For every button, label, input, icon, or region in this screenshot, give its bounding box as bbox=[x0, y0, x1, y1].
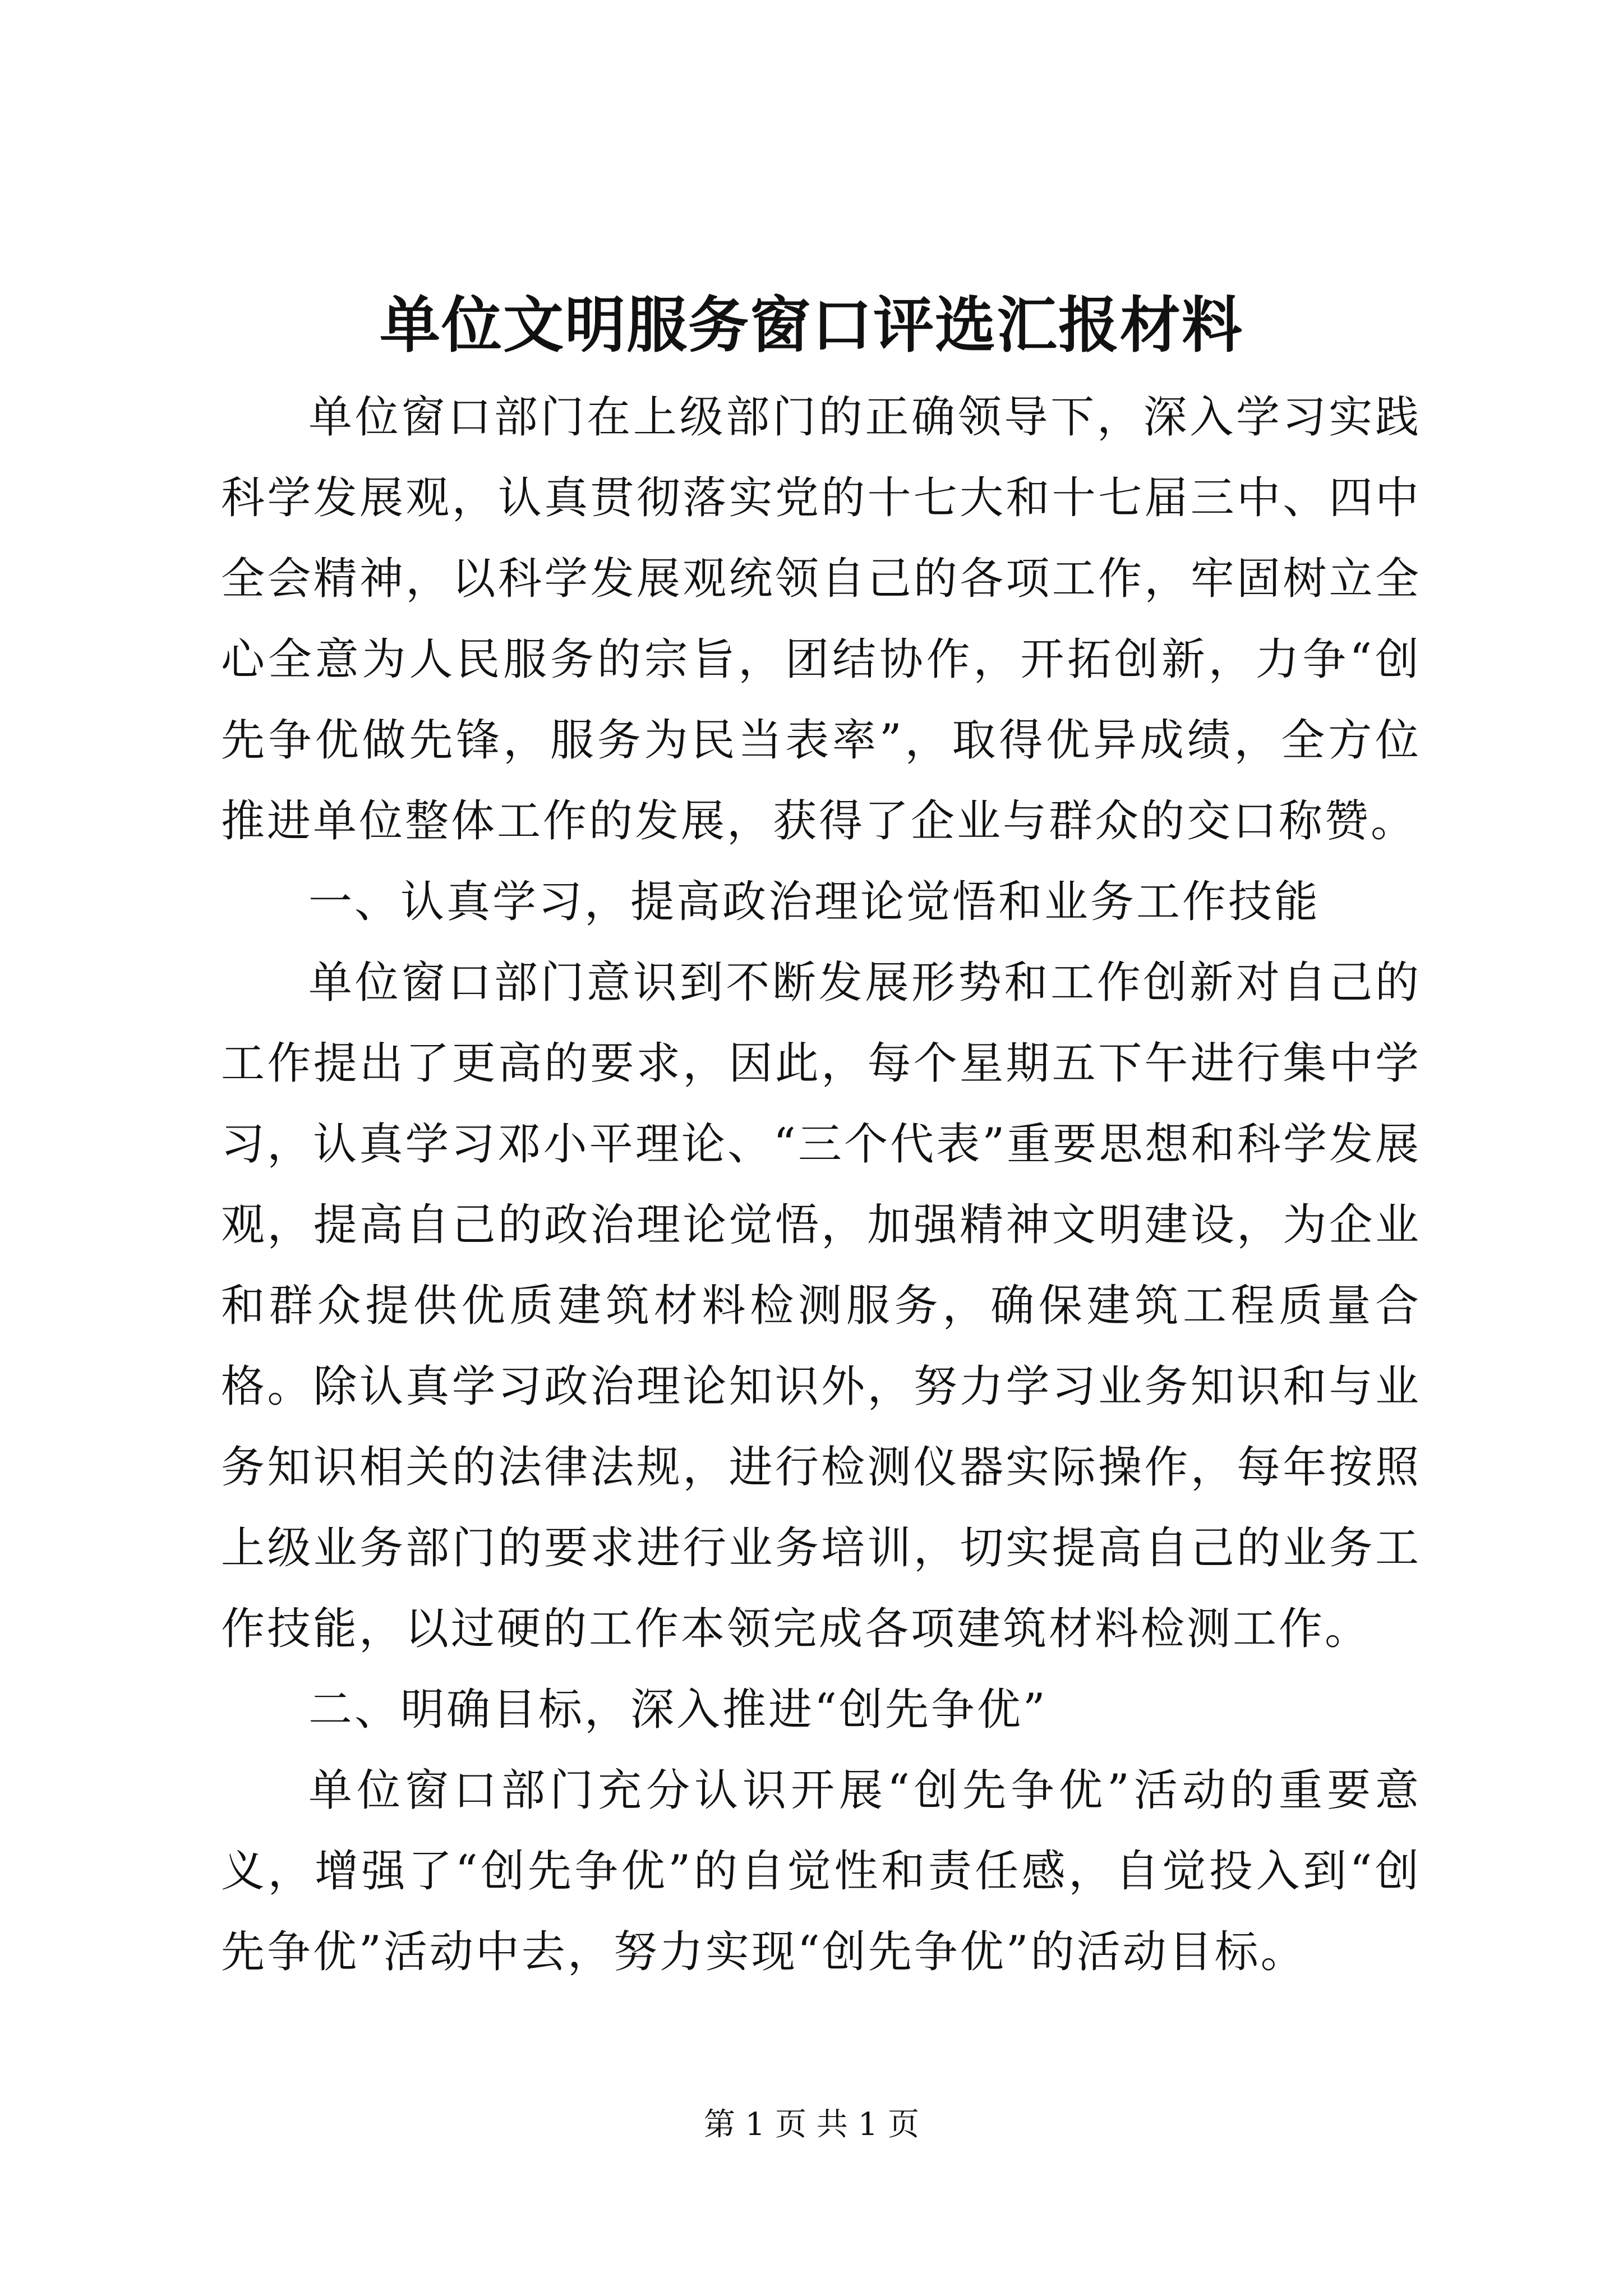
paragraph-intro: 单位窗口部门在上级部门的正确领导下，深入学习实践科学发展观，认真贯彻落实党的十七大和十七届三中、四中全会精神，以科学发展观统领自己的各项工作，牢固树立全心全意为人民服务的宗旨，团结协作，开拓创新，力争“创先争优做先锋，服务为民当表率”，取得优异成绩，全方位推进单位整体工作的发展，获得了企业与群众的交口称赞。 bbox=[221, 392, 1421, 846]
paragraph-section-2: 单位窗口部门充分认识开展“创先争优”活动的重要意义，增强了“创先争优”的自觉性和责任感，自觉投入到“创先争优”活动中去，努力实现“创先争优”的活动目标。 bbox=[221, 1765, 1421, 1977]
document-title: 单位文明服务窗口评选汇报材料 bbox=[379, 290, 1243, 361]
paragraph-section-1: 单位窗口部门意识到不断发展形势和工作创新对自己的工作提出了更高的要求，因此，每个星期五下午进行集中学习，认真学习邓小平理论、“三个代表”重要思想和科学发展观，提高自己的政治理论觉悟，加强精神文明建设，为企业和群众提供优质建筑材料检测服务，确保建筑工程质量合格。除认真学习政治理论知识外，努力学习业务知识和与业务知识相关的法律法规，进行检测仪器实际操作，每年按照上级业务部门的要求进行业务培训，切实提高自己的业务工作技能，以过硬的工作本领完成各项建筑材料检测工作。 bbox=[221, 958, 1421, 1654]
document-body bbox=[221, 377, 1421, 1993]
section-heading-2: 二、明确目标，深入推进“创先争优” bbox=[308, 1685, 1048, 1735]
page-footer: 第 1 页 共 1 页 bbox=[703, 2106, 920, 2143]
section-heading-1: 一、认真学习，提高政治理论觉悟和业务工作技能 bbox=[308, 877, 1321, 927]
